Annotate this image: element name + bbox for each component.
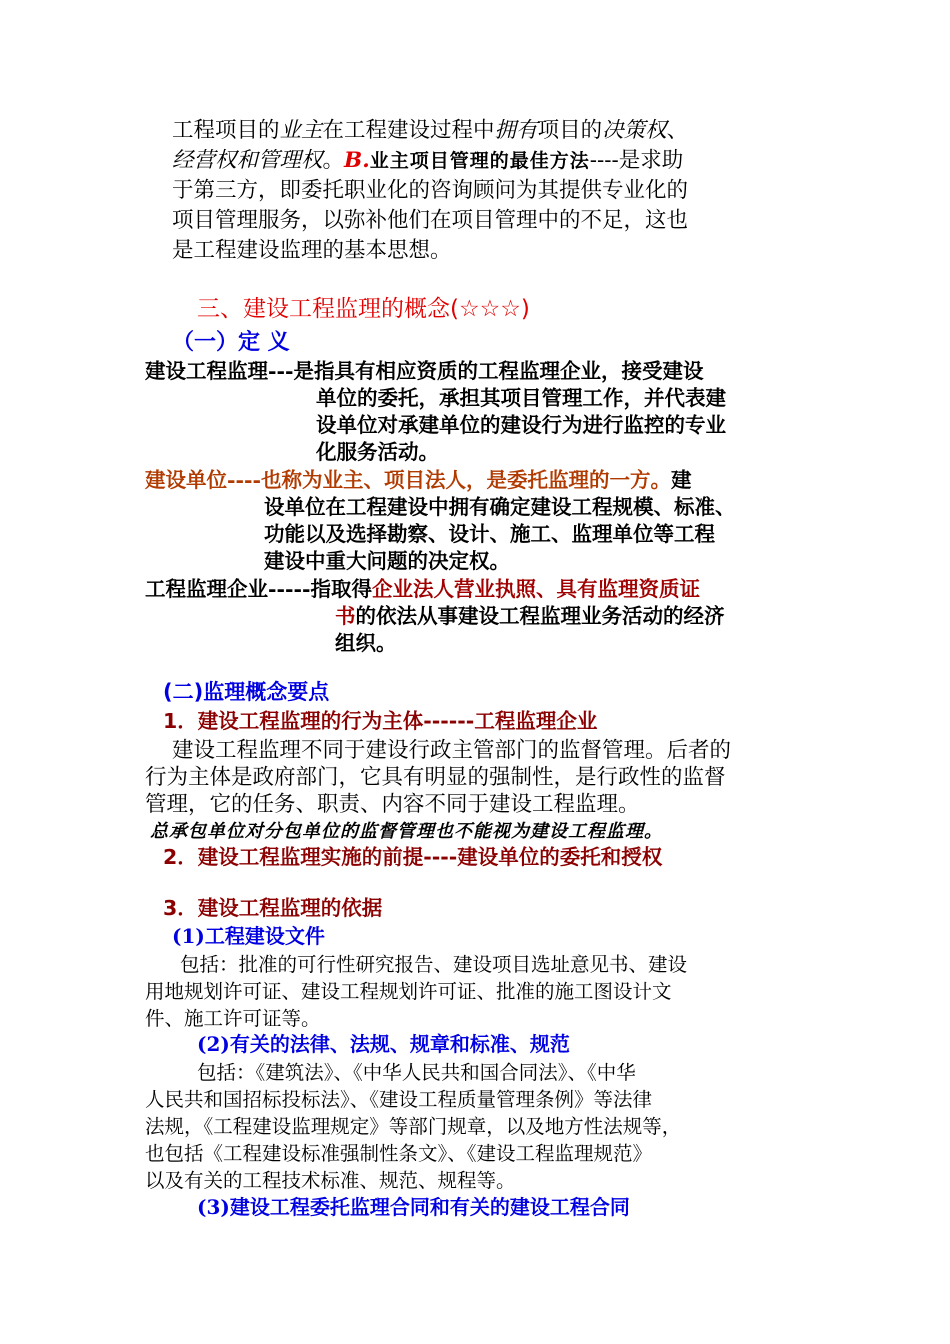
def-owner-text: 建 bbox=[671, 468, 692, 492]
intro-line-1 bbox=[172, 120, 688, 142]
point-2-title: 2．建设工程监理实施的前提----建设单位的委托和授权 bbox=[163, 845, 663, 869]
def-firm-line-2 bbox=[335, 606, 725, 627]
intro-text: 项目的 bbox=[537, 118, 603, 143]
point-1-body-line: 行为主体是政府部门，它具有明显的强制性，是行政性的监督 bbox=[145, 765, 726, 790]
basis-2-body-line: 以及有关的工程技术标准、规范、规程等。 bbox=[145, 1169, 516, 1192]
basis-1-title: (1)工程建设文件 bbox=[172, 924, 325, 948]
intro-emph-owner: 业主 bbox=[279, 118, 323, 143]
intro-text: 在工程建设过程中 bbox=[322, 118, 495, 143]
intro-emph-own: 拥有 bbox=[494, 118, 538, 143]
intro-label-b: B. bbox=[344, 148, 370, 173]
intro-emph-rights: 经营权和管理权 bbox=[172, 148, 323, 173]
def-firm-line-3: 组织。 bbox=[335, 631, 397, 655]
def-firm-term: 工程监理企业-----指取得 bbox=[145, 577, 373, 601]
def-firm-text: 的依法从事建设工程监理业务活动的经济 bbox=[355, 604, 725, 628]
intro-text: 、 bbox=[666, 118, 689, 143]
def-supervision-line-2: 单位的委托，承担其项目管理工作，并代表建 bbox=[316, 386, 726, 410]
def-firm-line-1 bbox=[145, 579, 700, 600]
intro-text: 。 bbox=[322, 148, 345, 173]
point-1-note: 总承包单位对分包单位的监督管理也不能视为建设工程监理。 bbox=[150, 821, 663, 842]
point-1-title: 1．建设工程监理的行为主体------工程监理企业 bbox=[163, 709, 598, 733]
def-supervision-line-3: 设单位对承建单位的建设行为进行监控的专业 bbox=[316, 413, 726, 437]
point-1-body-line: 管理，它的任务、职责、内容不同于建设工程监理。 bbox=[145, 792, 640, 817]
basis-2-body-line: 人民共和国招标投标法》、《建设工程质量管理条例》等法律 bbox=[145, 1088, 653, 1111]
def-supervision-line-1: 建设工程监理---是指具有相应资质的工程监理企业，接受建设 bbox=[145, 359, 704, 383]
def-owner-line-1 bbox=[145, 470, 692, 491]
basis-2-body-line: 法规，《工程建设监理规定》等部门规章，以及地方性法规等， bbox=[145, 1115, 682, 1138]
basis-2-body-line: 也包括《工程建设标准强制性条文》、《建设工程监理规范》 bbox=[145, 1142, 653, 1165]
def-owner-line-3: 功能以及选择勘察、设计、施工、监理单位等工程 bbox=[264, 522, 715, 546]
basis-2-body-line: 包括：《建筑法》、《中华人民共和国合同法》、《中华 bbox=[197, 1061, 636, 1084]
intro-line-3: 于第三方，即委托职业化的咨询顾问为其提供专业化的 bbox=[172, 178, 689, 203]
intro-line-5: 是工程建设监理的基本思想。 bbox=[172, 238, 452, 263]
basis-2-title: (2)有关的法律、法规、规章和标准、规范 bbox=[197, 1032, 570, 1056]
intro-text: 工程项目的 bbox=[172, 118, 280, 143]
def-owner-line-2: 设单位在工程建设中拥有确定建设工程规模、标准、 bbox=[264, 495, 736, 519]
intro-line-4: 项目管理服务，以弥补他们在项目管理中的不足，这也 bbox=[172, 208, 689, 233]
intro-line-2 bbox=[172, 150, 683, 172]
section-3-title: 三、建设工程监理的概念(☆☆☆) bbox=[197, 296, 530, 322]
basis-3-title: (3)建设工程委托监理合同和有关的建设工程合同 bbox=[197, 1195, 630, 1219]
basis-1-body-line: 用地规划许可证、建设工程规划许可证、批准的施工图设计文 bbox=[145, 980, 672, 1003]
intro-text: ----是求助 bbox=[589, 148, 684, 173]
basis-1-body-line: 包括：批准的可行性研究报告、建设项目选址意见书、建设 bbox=[180, 953, 688, 976]
def-owner-line-4: 建设中重大问题的决定权。 bbox=[264, 549, 510, 573]
intro-emph-decision: 决策权 bbox=[602, 118, 667, 143]
def-supervision-line-4: 化服务活动。 bbox=[316, 440, 439, 464]
def-firm-license: 企业法人营业执照、具有监理资质证 bbox=[372, 577, 701, 601]
subsection-definition-title: （一）定 义 bbox=[172, 330, 290, 355]
def-owner-term: 建设单位----也称为业主、项目法人，是委托监理的一方。 bbox=[145, 468, 672, 492]
def-firm-license-end: 书 bbox=[335, 604, 356, 628]
point-1-body-line: 建设工程监理不同于建设行政主管部门的监督管理。后者的 bbox=[172, 738, 732, 763]
point-3-title: 3．建设工程监理的依据 bbox=[163, 896, 383, 920]
intro-best-method: 业主项目管理的最佳方法 bbox=[369, 150, 590, 172]
key-points-title: (二)监理概念要点 bbox=[163, 680, 330, 704]
basis-1-body-line: 件、施工许可证等。 bbox=[145, 1007, 321, 1030]
